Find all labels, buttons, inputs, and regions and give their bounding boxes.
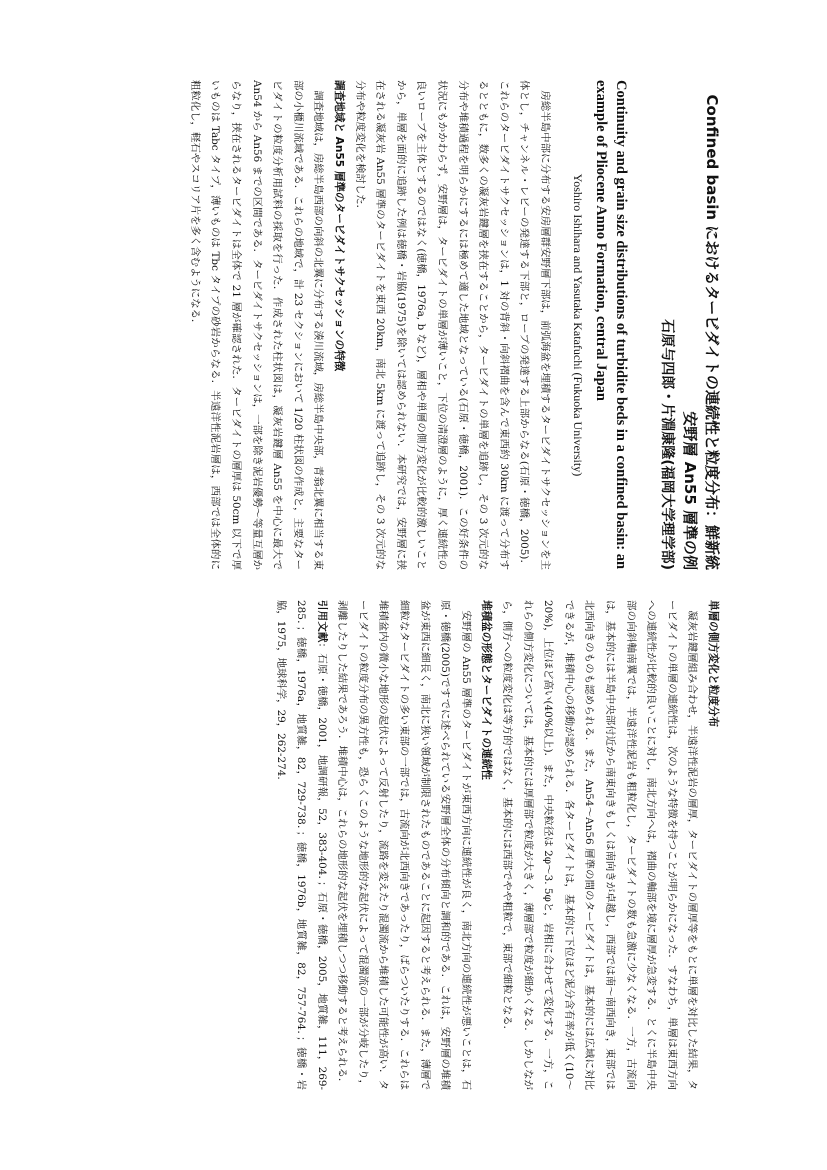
section-heading-study-area: 調査地域と An55 層準のタービダイトサクセッションの特徴 xyxy=(333,80,346,372)
study-area-paragraph: 調査地域は，房総半島西部の向斜の北翼に分布する湊川流域，房総半島中央部，青翁北翼に相当する東部の小櫃川流域である．これらの地域で，計 23 セクションにおいて 1/20 柱状図の作成と，主要なタービダイトの粒度分析用試料の採取を行った．作成された柱状図は，凝灰岩鍵層 An55 を中心に最大で An54 から An56 までの区間である．タービダイトサクセッションは，一部を除き泥岩優勢～等量互層からなり，挟在されるタービダイトは全体で 21 層が確認された．タービダイトの層厚は 50cm 以下で厚いものは Tabc タイプ，薄いものは Tbc タイプの砂岩からなる．半遠洋性泥岩層は，西部では全体的に粗粒化し，軽石やスコリア片を多く含むようになる． xyxy=(188,80,325,570)
left-column xyxy=(184,80,723,570)
intro-paragraph: 房総半島中部に分布する安房層群安野層下部は，前弧海盆を埋積するタービダイトサクセッションを主体とし，チャンネル・レビーの発達する下部と，ローブの発達する上部からなる(石原・徳橋，2005)．これらのタービダイトサクセッションは，1 対の背斜・向斜褶曲を含んで東西約 30km に渡って分布するとともに，数多くの凝灰岩鍵層を挟在することから，タービダイトの単層を追跡し，その 3 次元的な分布や堆積過程を明らかにするには極めて適した地域となっている(石原・徳橋，2001)．この好条件の状況にもかかわらず，安野層は，タービダイトの単層が薄いこと，下位の清澄層のように，厚く連続性の良いローブを主体とするのではなく(徳橋，1976a, b など)，層相や単層の側方変化が比較的激しいことから，単層を面的に追跡した例は徳橋・岩脇(1975)を除いては認められない．本研究では，安野層に挟在される凝灰岩 An55 層準のタービダイトを東西 20km，南北 5km に渡って追跡し，その 3 次元的な分布や粒度変化を検討した． xyxy=(353,80,551,570)
lateral-change-paragraph: 凝灰岩鍵層組み合わせ，半遠洋性泥岩の層厚，タービダイトの層厚等をもとに単層を対比した結果，タービダイトの単層の連続性は，次のような特徴を持つことが明らかになった．すなわち，単層は東西方向への連続性が比較的良いことに対し，南北方向へは，褶曲の軸部を境に層厚が急変する．とくに半島中央部の向斜軸南翼では，半遠洋性泥岩も粗粒化し，タービダイトの数も急激に少なくなる．一方，古流向は，基本的には半島中央部付近から南東向きもしくは南向きが卓越し，西部では南～南西向き，東部では北西向きのものも認められる．また，An54～An56 層準の間のタービダイトは，基本的には広域に対比できるが，堆積中心の移動が認められる．各タービダイトは，基本的に下位ほど泥分含有率が低く(10～20%)，上位ほど高い(40%以上)．また，中央粒径は 2φ～3. 5φと，岩相に合わせて変化する．一方，これらの側方変化については，基本的には厚層部で粒度が大きく，薄層部で粒度が細かくなる．しかしながら，側方への粒度変化は等方的ではなく，基本的には西部でやや粗粒で，東部で細粒となる． xyxy=(501,600,699,1090)
japanese-title: Confined basin におけるタービダイトの連続性と粒度分布：鮮新統安野層 An55 層準の例 xyxy=(681,94,721,570)
english-title: Continuity and grain size distributions of turbidite beds in a confined basin: an example of Pliocene Anno Formation, central Japan xyxy=(593,80,629,570)
section-heading-basin-shape: 堆積盆の形態とタービダイトの連続性 xyxy=(480,600,493,780)
references-label: 引用文献 xyxy=(315,600,328,643)
english-authors: Yoshiro Ishihara and Yasutaka Katafuchi (Fukuoka University) xyxy=(571,173,585,477)
section-heading-lateral-change: 単層の側方変化と粒度分布 xyxy=(707,600,719,728)
basin-shape-paragraph: 安野層の An55 層準のタービダイトが東西方向に連続性が良く，南北方向の連続性が悪いことは，石原・徳橋(2005)ですでに述べられている安野層全体の分布傾向と調和的である．これは，安野層の堆積盆が東西に細長く，南北に狭い領域が制限されたものであることに起因すると考えられる．また，薄層で細粒なタービダイトの多い東部の一部では，古流向が北西向きであったり，ばらついたりする．これらは堆積盆内の微小な地形の起伏によって反射したり，流路を変えたり混濁流から堆積した可能性が高い．タービダイトの粒度分布の異方性も，恐らくこのような地形的な起伏によって混濁流の一部が分岐したり，剥離したりした結果であろう．堆積中心は，これらの地形的な起伏を埋積しつつ移動すると考えられる． xyxy=(336,600,472,1090)
rotated-abstract-sheet xyxy=(83,70,723,1100)
references-text: ：石原・徳橋，2001，地調研報，52，383-404．；石原・徳橋，2005，地質雑，111，269-285．；徳橋，1976a，地質雑，82，729-738．；徳橋，1976b，地質雑，82，757-764．；徳橋・岩脇，1975，地球科学，29，262-274. xyxy=(274,600,328,1090)
right-column xyxy=(270,600,723,1090)
japanese-authors: 石原与四郎・片淵康隆(福岡大学理学部) xyxy=(659,319,675,570)
references xyxy=(270,600,332,1090)
